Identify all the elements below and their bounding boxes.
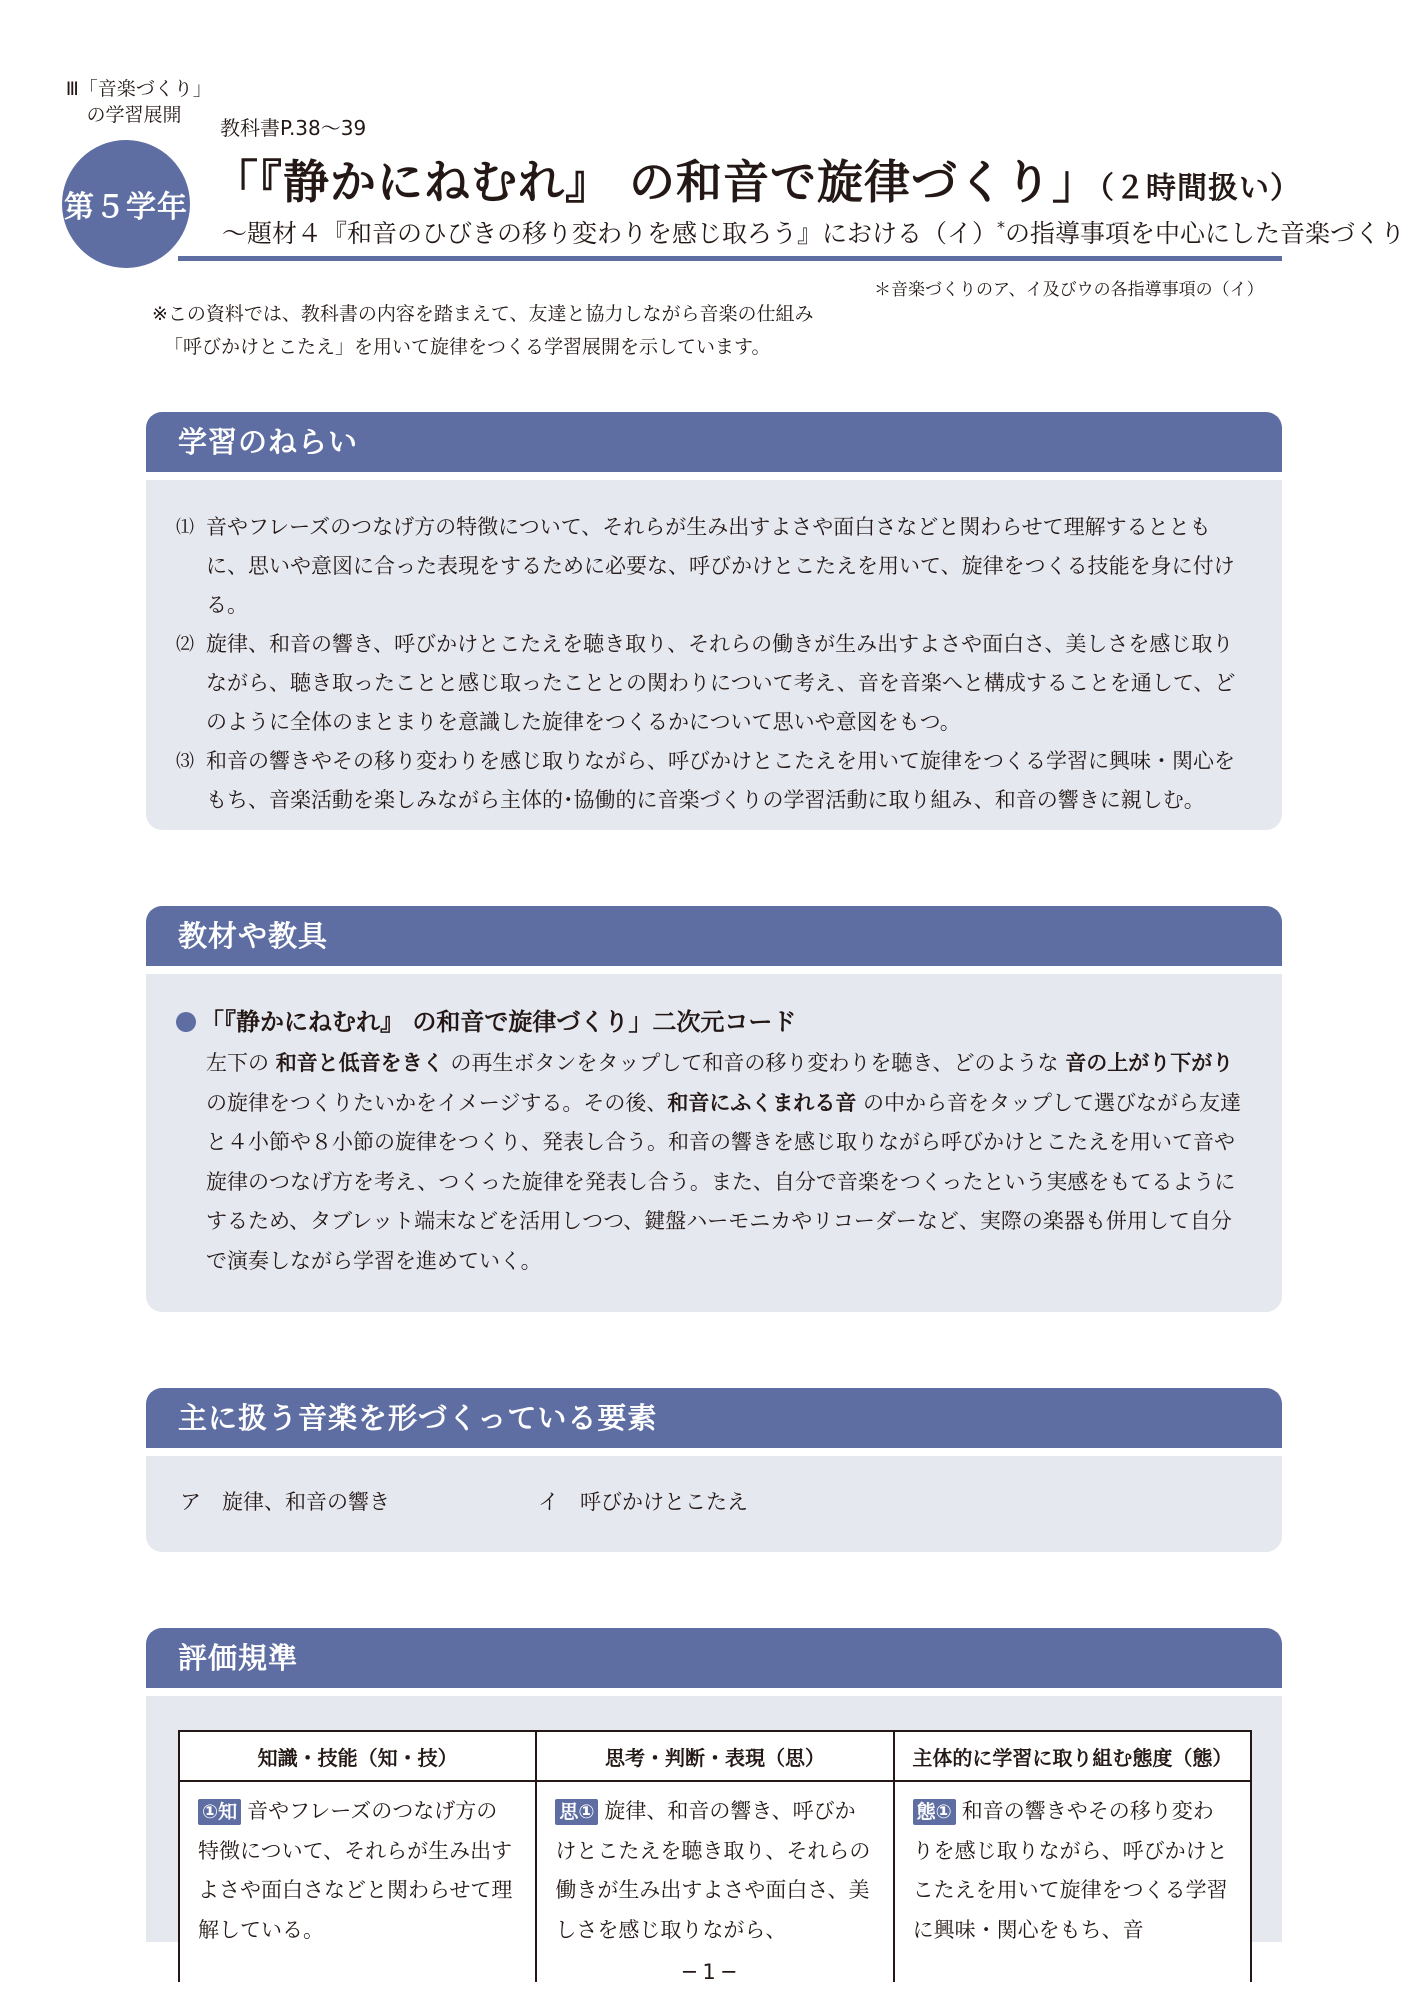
- grade-badge: [62, 140, 190, 268]
- criteria-cell: [179, 1781, 536, 1982]
- intro-note: [152, 298, 814, 364]
- criteria-text: 音やフレーズのつなげ方の特徴について、それらが生み出すよさや面白さなどと関わらせて理解している。: [198, 1799, 513, 1942]
- elements-body: [146, 1456, 1282, 1552]
- element-i: イ 呼びかけとこたえ: [538, 1490, 748, 1514]
- materials-body: [146, 974, 1282, 1312]
- material-text: 左下の: [206, 1051, 276, 1075]
- material-text: の旋律をつくりたいかをイメージする。その後、: [206, 1090, 668, 1115]
- material-text: の再生ボタンをタップして和音の移り変わりを聴き、どのような: [443, 1051, 1066, 1075]
- criteria-cell: [894, 1781, 1251, 1982]
- criteria-table: [178, 1730, 1252, 1982]
- table-header-row: [179, 1731, 1251, 1781]
- criteria-text: 和音の響きやその移り変わりを感じ取りながら、呼びかけとこたえを用いて旋律をつくる学習に興味・関心をもち、音: [912, 1799, 1228, 1942]
- textbook-reference: 教科書P.38〜39: [220, 116, 367, 140]
- material-keyword: 音の上がり下がり: [1065, 1051, 1234, 1075]
- intro-line: ※この資料では、教科書の内容を踏まえて、友達と協力しながら音楽の仕組み: [152, 303, 814, 325]
- subtitle-main: 〜題材４『和音のひびきの移り変わりを感じ取ろう』における（イ）: [222, 219, 998, 248]
- column-header: 知識・技能（知・技）: [179, 1731, 536, 1781]
- bullet-icon: [176, 1012, 196, 1032]
- element-a: ア 旋律、和音の響き: [180, 1490, 390, 1514]
- section-heading-criteria: 評価規準: [146, 1628, 1282, 1688]
- material-keyword: 和音にふくまれる音: [667, 1090, 857, 1115]
- table-row: [179, 1781, 1251, 1982]
- section-tag: Ⅲ「音楽づくり」の学習展開: [65, 78, 203, 126]
- aims-body: [146, 480, 1282, 830]
- section-heading-aims: 学習のねらい: [146, 412, 1282, 472]
- aim-text: 音やフレーズのつなげ方の特徴について、それらが生み出すよさや面白さなどと関わらせて理解するとともに、思いや意図に合った表現をするために必要な、呼びかけとこたえを用いて、旋律をつくる技能を身に付ける。: [206, 515, 1235, 617]
- aim-text: 旋律、和音の響き、呼びかけとこたえを聴き取り、それらの働きが生み出すよさや面白さ、美しさを感じ取りながら、聴き取ったことと感じ取ったこととの関わりについて考え、音を音楽へと構成することを通して、どのように全体のまとまりを意識した旋律をつくるかについて思いや意図をもつ。: [206, 632, 1236, 734]
- criteria-badge: 思①: [555, 1799, 598, 1825]
- column-header: 主体的に学習に取り組む態度（態）: [894, 1731, 1251, 1781]
- subtitle-tail: の指導事項を中心にした音楽づくり: [1005, 219, 1406, 248]
- aim-text: 和音の響きやその移り変わりを感じ取りながら、呼びかけとこたえを用いて旋律をつくる学習に興味・関心をもち、音楽活動を楽しみながら主体的･協働的に音楽づくりの学習活動に取り組み、和音の響きに親しむ。: [206, 749, 1235, 812]
- aim-item: [176, 508, 1252, 625]
- column-header: 思考・判断・表現（思）: [536, 1731, 893, 1781]
- criteria-text: 旋律、和音の響き、呼びかけとこたえを聴き取り、それらの働きが生み出すよさや面白さ、美しさを感じ取りながら、: [555, 1799, 871, 1942]
- subtitle-asterisk: *: [997, 217, 1006, 237]
- aim-item: [176, 625, 1252, 742]
- page-subtitle: [222, 214, 1405, 250]
- intro-line: 「呼びかけとこたえ」を用いて旋律をつくる学習展開を示しています。: [164, 336, 771, 358]
- page-number: ─ 1 ─: [683, 1960, 735, 1984]
- aim-item: [176, 742, 1252, 820]
- material-item-title: [176, 1004, 1246, 1040]
- aim-number: ⑴: [176, 517, 194, 538]
- criteria-badge: ①知: [198, 1799, 241, 1825]
- page-title: [212, 146, 1301, 212]
- material-keyword: 和音と低音をきく: [275, 1051, 444, 1075]
- title-text: 「『静かにねむれ』 の和音で旋律づくり」: [212, 155, 1100, 209]
- aim-number: ⑶: [176, 751, 194, 772]
- material-title-text: 「『静かにねむれ』 の和音で旋律づくり」二次元コード: [200, 1008, 797, 1036]
- material-description: [176, 1044, 1246, 1281]
- section-heading-elements: 主に扱う音楽を形づくっている要素: [146, 1388, 1282, 1448]
- material-text: の中から音をタップして選びながら友達と４小節や８小節の旋律をつくり、発表し合う。和音の響きを感じ取りながら呼びかけとこたえを用いて音や旋律のつなげ方を考え、つくった旋律を発表し合う。また、自分で音楽をつくったという実感をもてるようにするため、タブレット端末などを活用しつつ、鍵盤ハーモニカやリコーダーなど、実際の楽器も併用して自分で演奏しながら学習を進めていく。: [206, 1090, 1242, 1273]
- footnote: ＊音楽づくりのア、イ及びウの各指導事項の（イ）: [874, 280, 1264, 300]
- section-heading-materials: 教材や教具: [146, 906, 1282, 966]
- criteria-cell: [536, 1781, 893, 1982]
- criteria-badge: 態①: [913, 1799, 956, 1825]
- title-divider: [178, 256, 1282, 261]
- aim-number: ⑵: [176, 634, 194, 655]
- period-note: （２時間扱い）: [1099, 171, 1302, 206]
- grade-label: 第５学年: [64, 190, 188, 225]
